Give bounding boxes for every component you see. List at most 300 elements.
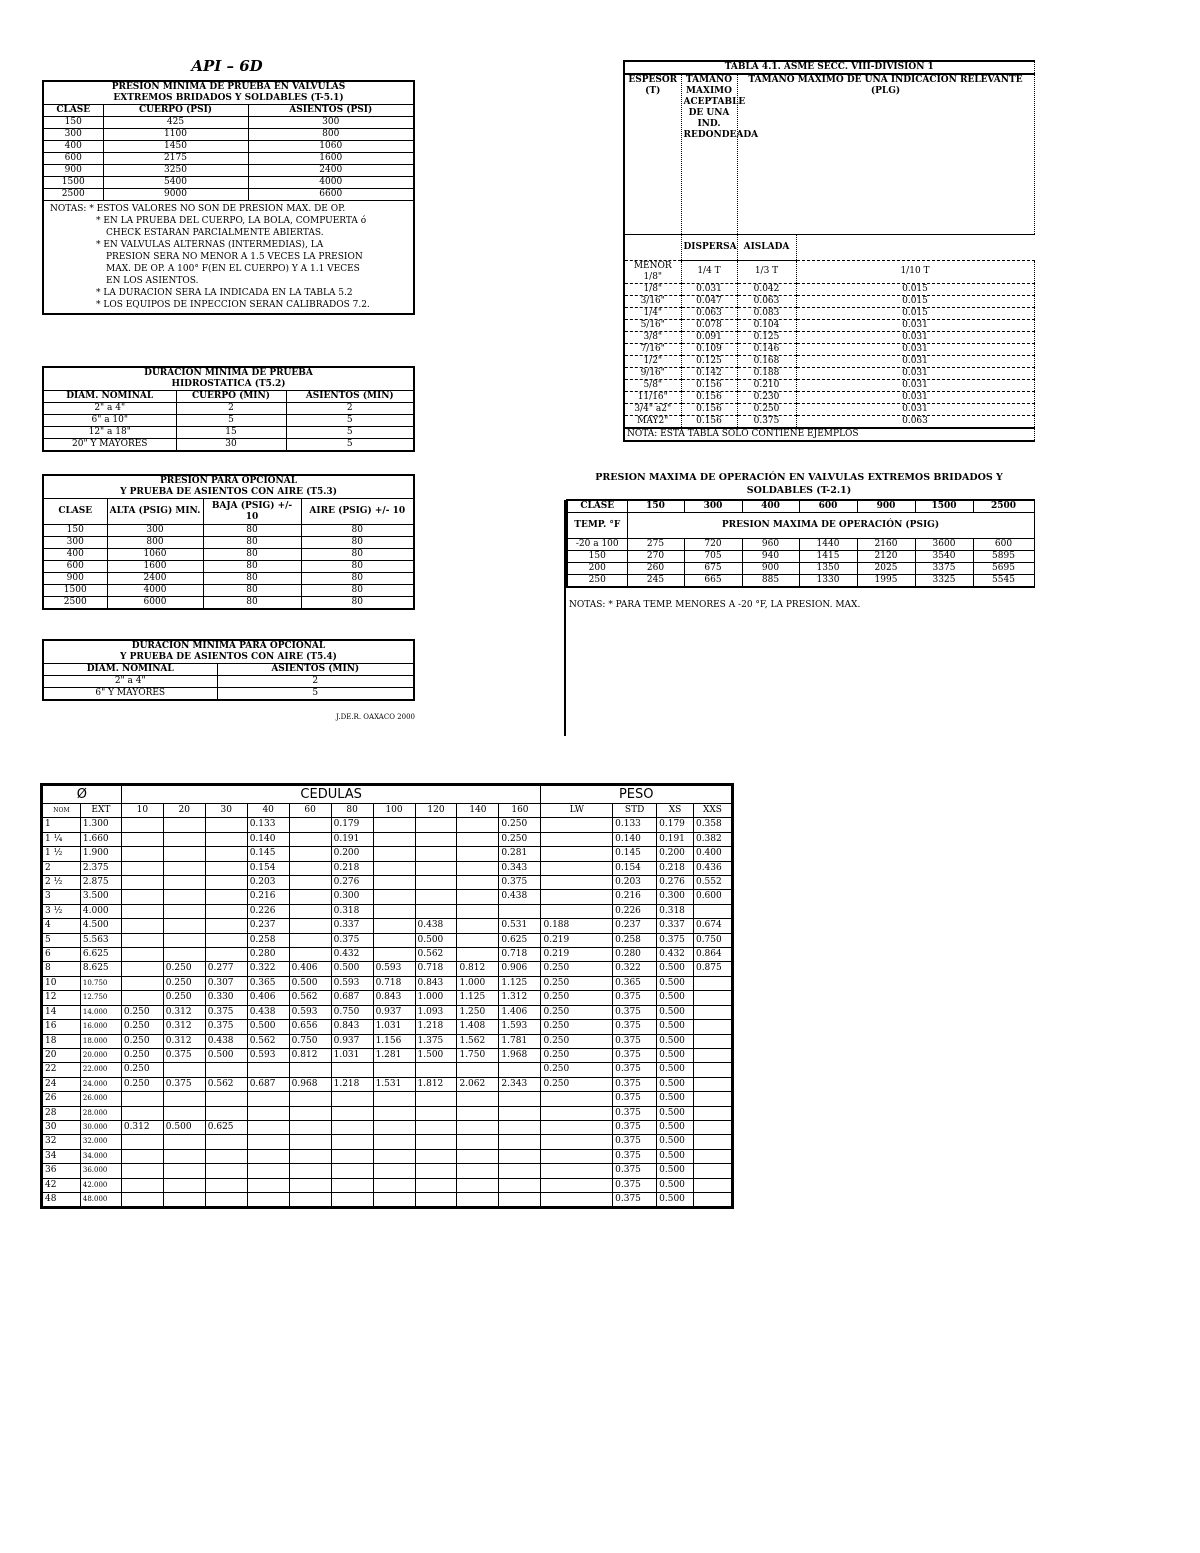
cedulas-subheader-cell: NOM xyxy=(42,804,81,818)
table-cell xyxy=(289,933,331,947)
table-cell xyxy=(457,1063,499,1077)
table-cell: 0.250 xyxy=(541,1077,613,1091)
table-cell xyxy=(541,1106,613,1120)
table-cell xyxy=(457,890,499,904)
table-cell: 4000 xyxy=(107,585,203,597)
table-cell: 12.750 xyxy=(80,991,121,1005)
table-cell: 0.562 xyxy=(289,991,331,1005)
table-cell xyxy=(457,1106,499,1120)
table-cell xyxy=(205,876,247,890)
table-cell xyxy=(457,1135,499,1149)
table-cell xyxy=(331,1135,373,1149)
table-cell xyxy=(121,1092,163,1106)
table-cell: 1.406 xyxy=(499,1005,541,1019)
t52-body xyxy=(43,403,414,452)
table-cell: 0.750 xyxy=(693,933,732,947)
note-line: * EN VALVULAS ALTERNAS (INTERMEDIAS), LA xyxy=(96,240,324,250)
table-cell: 10.750 xyxy=(80,976,121,990)
table-cell: 1.968 xyxy=(499,1048,541,1062)
cedulas-body xyxy=(42,818,733,1208)
note-line: NOTAS: * ESTOS VALORES NO SON DE PRESION MAX. DE OP. xyxy=(50,204,346,214)
table-cell xyxy=(331,1178,373,1192)
table-cell: 42.000 xyxy=(80,1178,121,1192)
table-row xyxy=(624,283,1034,295)
table-cell xyxy=(205,904,247,918)
t51-header: ASIENTOS (PSI) xyxy=(248,105,414,117)
table-cell: 0.031 xyxy=(796,367,1034,379)
table-cell: 2.343 xyxy=(499,1077,541,1091)
table-cell: 0.375 xyxy=(613,1135,657,1149)
table-cell: 0.203 xyxy=(613,876,657,890)
table-cell: 0.937 xyxy=(373,1005,415,1019)
table-cell xyxy=(121,890,163,904)
table-cell: 0.375 xyxy=(331,933,373,947)
table-cell xyxy=(163,890,205,904)
table-cell xyxy=(121,1192,163,1207)
table-cell: 11/16" xyxy=(624,391,681,403)
table-cell: 0.250 xyxy=(499,818,541,832)
table-cell xyxy=(205,919,247,933)
t52-header: DIAM. NOMINAL xyxy=(43,391,176,403)
table-cell: 5895 xyxy=(973,551,1034,563)
table-cell: 8.625 xyxy=(80,962,121,976)
table-cell: 0.593 xyxy=(247,1048,289,1062)
table-cell xyxy=(541,1149,613,1163)
table-row xyxy=(43,549,414,561)
table-row xyxy=(42,1063,733,1077)
table-cell: 0.343 xyxy=(499,861,541,875)
t53-body xyxy=(43,525,414,610)
table-cell xyxy=(693,1048,732,1062)
table-cell: 30 xyxy=(176,439,286,452)
t51-title-2: EXTREMOS BRIDADOS Y SOLDABLES (T-5.1) xyxy=(43,93,414,105)
table-cell: 1.375 xyxy=(415,1034,457,1048)
table-cell: 2 xyxy=(286,403,414,415)
table-row xyxy=(42,876,733,890)
table-cell: 3375 xyxy=(915,563,973,575)
table-row xyxy=(624,355,1034,367)
table-cell: 0.250 xyxy=(541,1005,613,1019)
table-cell xyxy=(415,861,457,875)
table-cell xyxy=(457,876,499,890)
table-t54 xyxy=(42,639,415,701)
table-cell: 2500 xyxy=(43,189,103,201)
table-cell xyxy=(205,890,247,904)
cedulas-subheader-cell: 10 xyxy=(121,804,163,818)
table-cell xyxy=(247,1092,289,1106)
table-row xyxy=(43,537,414,549)
table-cell: 6" a 10" xyxy=(43,415,176,427)
table-cell: 1.125 xyxy=(457,991,499,1005)
table-cell: 0.168 xyxy=(737,355,796,367)
table-cell: 0.337 xyxy=(331,919,373,933)
table-cell: 0.864 xyxy=(693,948,732,962)
table-cell: 10 xyxy=(42,976,81,990)
table-cell: 0.375 xyxy=(613,1005,657,1019)
table-row xyxy=(43,117,414,129)
table-cell xyxy=(163,904,205,918)
table-cell xyxy=(121,1164,163,1178)
table-cell: 0.906 xyxy=(499,962,541,976)
table-t53 xyxy=(42,474,415,610)
table-cell xyxy=(205,861,247,875)
table-cell: 1/3 T xyxy=(737,260,796,283)
table-cell xyxy=(415,1192,457,1207)
t51-notes xyxy=(43,201,414,315)
table-cell: 0.250 xyxy=(121,1077,163,1091)
table-cell: 0.500 xyxy=(657,1092,694,1106)
table-cell: 3 xyxy=(42,890,81,904)
table-cell: 0.375 xyxy=(613,991,657,1005)
table-row xyxy=(42,1149,733,1163)
table-t52 xyxy=(42,366,415,452)
table-cell: 0.237 xyxy=(247,919,289,933)
table-cell: 0.500 xyxy=(657,1077,694,1091)
table-cell xyxy=(121,847,163,861)
table-cell xyxy=(247,1164,289,1178)
table-cell xyxy=(121,832,163,846)
t51-header: CLASE xyxy=(43,105,103,117)
table-cell: 2 xyxy=(42,861,81,875)
table-cell xyxy=(373,1164,415,1178)
table-cell: 0.375 xyxy=(613,1020,657,1034)
table-cell xyxy=(373,890,415,904)
table-cell xyxy=(247,1063,289,1077)
table-cell: 48 xyxy=(42,1192,81,1207)
table-cell: 0.250 xyxy=(121,1005,163,1019)
table-row xyxy=(43,129,414,141)
cedulas-subheader-cell: 80 xyxy=(331,804,373,818)
table-cell xyxy=(289,1120,331,1134)
table-cell xyxy=(121,962,163,976)
table-cell: 12" a 18" xyxy=(43,427,176,439)
table-row xyxy=(42,1034,733,1048)
table-cell xyxy=(373,818,415,832)
table-cell: 6600 xyxy=(248,189,414,201)
table-cell: 5 xyxy=(286,439,414,452)
table-cell: 0.156 xyxy=(681,403,737,415)
table-cell: 1.156 xyxy=(373,1034,415,1048)
table-cell: 0.031 xyxy=(796,331,1034,343)
table-cell: 1060 xyxy=(248,141,414,153)
table-cell: 0.375 xyxy=(163,1077,205,1091)
table-cell xyxy=(541,847,613,861)
t52-header: ASIENTOS (MIN) xyxy=(286,391,414,403)
table-cell xyxy=(331,1092,373,1106)
table-cell: 4 xyxy=(42,919,81,933)
table-cell: 1.000 xyxy=(457,976,499,990)
table-cell: 42 xyxy=(42,1178,81,1192)
table-cell xyxy=(163,1192,205,1207)
t51-body xyxy=(43,117,414,201)
table-row xyxy=(43,415,414,427)
table-cell xyxy=(205,1178,247,1192)
table-cell: 2175 xyxy=(103,153,248,165)
table-cell: 1.250 xyxy=(457,1005,499,1019)
table-cell xyxy=(289,919,331,933)
table-cell: 0.300 xyxy=(657,890,694,904)
table-cell: 80 xyxy=(301,585,414,597)
table-cell xyxy=(499,1063,541,1077)
table-cell: 0.500 xyxy=(657,1063,694,1077)
table-cell: 0.500 xyxy=(657,1005,694,1019)
t54-header: DIAM. NOMINAL xyxy=(43,664,217,676)
table-cell: 80 xyxy=(301,549,414,561)
table-row xyxy=(43,585,414,597)
table-cell xyxy=(163,1092,205,1106)
table-cell: 0.718 xyxy=(415,962,457,976)
table-cell xyxy=(163,861,205,875)
table-row xyxy=(42,1135,733,1149)
table-cell xyxy=(457,1192,499,1207)
table-cell: 0.500 xyxy=(657,1106,694,1120)
table-cell xyxy=(289,1135,331,1149)
table-cell: 0.600 xyxy=(693,890,732,904)
table-cell: 0.312 xyxy=(163,1020,205,1034)
table-cell xyxy=(373,1135,415,1149)
table-cell xyxy=(289,1178,331,1192)
table-cell: 3250 xyxy=(103,165,248,177)
t41-h-aislada: AISLADA xyxy=(737,234,796,260)
table-cell: 1/4" xyxy=(624,307,681,319)
table-cell xyxy=(247,1149,289,1163)
table-cell xyxy=(247,1120,289,1134)
table-cell: 2" a 4" xyxy=(43,676,217,688)
table-cell: 0.375 xyxy=(205,1020,247,1034)
table-cell: 1.812 xyxy=(415,1077,457,1091)
table-cell: 0.250 xyxy=(163,962,205,976)
table-cell xyxy=(121,1106,163,1120)
table-cell: 0.250 xyxy=(499,832,541,846)
table-cell: 0.375 xyxy=(613,1106,657,1120)
table-cell: 0.500 xyxy=(657,1164,694,1178)
t41-h-dispersa: DISPERSA xyxy=(681,234,737,260)
table-cell: 0.312 xyxy=(163,1005,205,1019)
table-cell xyxy=(163,818,205,832)
table-cell: 2120 xyxy=(857,551,915,563)
table-cell: 0.200 xyxy=(657,847,694,861)
table-cell xyxy=(163,1164,205,1178)
table-cell: 0.375 xyxy=(657,933,694,947)
t21-note: NOTAS: * PARA TEMP. MENORES A -20 °F, LA PRESION. MAX. xyxy=(569,600,861,610)
table-cell: 1600 xyxy=(248,153,414,165)
table-cell: 0.125 xyxy=(737,331,796,343)
table-cell xyxy=(457,1164,499,1178)
table-cell xyxy=(163,1149,205,1163)
table-cell: 1.312 xyxy=(499,991,541,1005)
table-cell: 1100 xyxy=(103,129,248,141)
note-line: EN LOS ASIENTOS. xyxy=(106,276,199,286)
table-cell xyxy=(541,1164,613,1178)
t54-header: ASIENTOS (MIN) xyxy=(217,664,414,676)
t53-header: CLASE xyxy=(43,499,107,525)
table-cell xyxy=(373,832,415,846)
table-cell: 1.660 xyxy=(80,832,121,846)
table-cell xyxy=(373,1063,415,1077)
table-cell xyxy=(415,1092,457,1106)
table-cell: 0.375 xyxy=(613,1149,657,1163)
table-cell: 0.142 xyxy=(681,367,737,379)
t41-title: TABLA 4.1. ASME SECC. VIII-DIVISION 1 xyxy=(624,61,1034,74)
table-cell xyxy=(541,904,613,918)
table-row xyxy=(42,1164,733,1178)
table-cell: 0.258 xyxy=(247,933,289,947)
table-cell: 0.375 xyxy=(613,1063,657,1077)
table-cell: 0.031 xyxy=(796,391,1034,403)
table-row xyxy=(42,1077,733,1091)
table-cell: 24.000 xyxy=(80,1077,121,1091)
table-cell xyxy=(693,1077,732,1091)
table-cell: 5 xyxy=(42,933,81,947)
table-cell xyxy=(541,890,613,904)
table-cell xyxy=(415,1178,457,1192)
t53-title-2: Y PRUEBA DE ASIENTOS CON AIRE (T5.3) xyxy=(43,487,414,499)
table-cell: 0.179 xyxy=(657,818,694,832)
t21-title xyxy=(565,471,1033,497)
table-cell xyxy=(693,1120,732,1134)
table-cell xyxy=(415,832,457,846)
table-cell xyxy=(163,1063,205,1077)
table-cell: 0.109 xyxy=(681,343,737,355)
table-cell xyxy=(693,1149,732,1163)
note-line: MAX. DE OP. A 100° F(EN EL CUERPO) Y A 1.1 VECES xyxy=(106,264,360,274)
table-cell: 600 xyxy=(43,561,107,573)
table-cell: 0.140 xyxy=(613,832,657,846)
table-row xyxy=(42,861,733,875)
t21-clase-label: CLASE xyxy=(567,500,627,513)
table-cell: 80 xyxy=(301,525,414,537)
table-row xyxy=(43,597,414,610)
table-cell: 0.281 xyxy=(499,847,541,861)
table-cell xyxy=(499,1120,541,1134)
table-cell: 80 xyxy=(301,597,414,610)
table-cell: 0.438 xyxy=(499,890,541,904)
table-cell xyxy=(693,976,732,990)
table-row xyxy=(42,1092,733,1106)
table-cell: MENOR 1/8" xyxy=(624,260,681,283)
table-cell: 28 xyxy=(42,1106,81,1120)
table-cell xyxy=(415,1135,457,1149)
table-cell xyxy=(499,1092,541,1106)
table-cell: 1.593 xyxy=(499,1020,541,1034)
table-cell: 300 xyxy=(248,117,414,129)
table-cell: 0.063 xyxy=(737,295,796,307)
table-cell: 26 xyxy=(42,1092,81,1106)
table-cell xyxy=(415,1120,457,1134)
table-cell xyxy=(205,1149,247,1163)
table-cell: 0.375 xyxy=(613,1034,657,1048)
table-cell xyxy=(205,1092,247,1106)
table-cell xyxy=(541,1178,613,1192)
table-cell: 20.000 xyxy=(80,1048,121,1062)
table-cell: 2 xyxy=(176,403,286,415)
table-cell: 0.276 xyxy=(331,876,373,890)
table-cell xyxy=(163,1178,205,1192)
table-cell: 1440 xyxy=(799,539,857,551)
table-cell xyxy=(289,818,331,832)
table-cell: 0.687 xyxy=(247,1077,289,1091)
table-cell xyxy=(457,818,499,832)
table-cell: 0.258 xyxy=(613,933,657,947)
table-cell: 1 xyxy=(42,818,81,832)
table-cell xyxy=(205,948,247,962)
table-cell: 245 xyxy=(627,575,684,588)
table-cell xyxy=(373,1149,415,1163)
table-cell: 0.125 xyxy=(681,355,737,367)
table-cell: 0.031 xyxy=(796,403,1034,415)
table-cell: 0.250 xyxy=(163,976,205,990)
table-cell: 885 xyxy=(742,575,799,588)
table-cell: 0.312 xyxy=(163,1034,205,1048)
table-cell: 14 xyxy=(42,1005,81,1019)
table-cell: 0.625 xyxy=(205,1120,247,1134)
table-cell: 3600 xyxy=(915,539,973,551)
table-cell xyxy=(331,1120,373,1134)
cedulas-subheader-cell: 120 xyxy=(415,804,457,818)
table-cell: 0.562 xyxy=(205,1077,247,1091)
table-cell: 3540 xyxy=(915,551,973,563)
cedulas-subheader-cell: 100 xyxy=(373,804,415,818)
table-cell: 1350 xyxy=(799,563,857,575)
table-cell xyxy=(541,1120,613,1134)
table-cell xyxy=(693,1164,732,1178)
table-cell: 4.500 xyxy=(80,919,121,933)
table-row xyxy=(624,295,1034,307)
table-cell: 270 xyxy=(627,551,684,563)
table-cell xyxy=(693,904,732,918)
table-cell: 0.250 xyxy=(541,991,613,1005)
t21-body xyxy=(567,539,1034,588)
table-cell: 3 ½ xyxy=(42,904,81,918)
table-cell xyxy=(415,876,457,890)
table-cell: 18 xyxy=(42,1034,81,1048)
cedulas-subheader-cell: XS xyxy=(657,804,694,818)
table-cell: 0.015 xyxy=(796,295,1034,307)
table-cell: 0.812 xyxy=(457,962,499,976)
table-cell: 275 xyxy=(627,539,684,551)
table-cell: 300 xyxy=(43,129,103,141)
table-cell: 0.237 xyxy=(613,919,657,933)
table-cell: 0.216 xyxy=(247,890,289,904)
table-cell: 1.500 xyxy=(415,1048,457,1062)
table-row xyxy=(43,141,414,153)
table-cell xyxy=(415,1149,457,1163)
table-row xyxy=(42,847,733,861)
table-cell xyxy=(205,1063,247,1077)
table-cell: 0.593 xyxy=(289,1005,331,1019)
table-cell: MAY2" xyxy=(624,415,681,428)
table-cell xyxy=(693,1063,732,1077)
table-row xyxy=(567,575,1034,588)
t54-body xyxy=(43,676,414,701)
t41-h-espesor: ESPESOR (T) xyxy=(624,74,681,234)
table-cell: 400 xyxy=(43,549,107,561)
table-cell: 0.687 xyxy=(331,991,373,1005)
table-cell: 1500 xyxy=(43,585,107,597)
t51-title-1: PRESION MINIMA DE PRUEBA EN VALVULAS xyxy=(43,81,414,93)
table-row xyxy=(43,403,414,415)
table-cell xyxy=(121,1135,163,1149)
table-cell xyxy=(541,818,613,832)
table-cell: 80 xyxy=(301,561,414,573)
table-cell: 26.000 xyxy=(80,1092,121,1106)
table-cell: 150 xyxy=(43,117,103,129)
table-cell: 800 xyxy=(248,129,414,141)
table-row xyxy=(42,818,733,832)
t53-title-1: PRESION PARA OPCIONAL xyxy=(43,475,414,487)
credit: J.DE.R. OAXACO 2000 xyxy=(336,713,415,721)
note-line: PRESION SERA NO MENOR A 1.5 VECES LA PRESION xyxy=(106,252,363,262)
